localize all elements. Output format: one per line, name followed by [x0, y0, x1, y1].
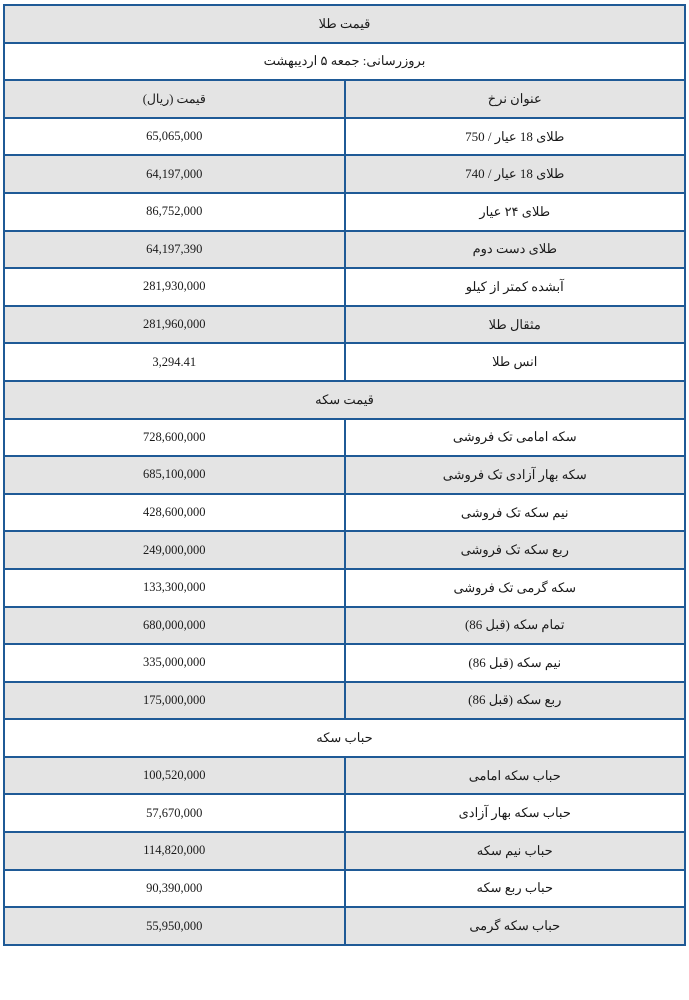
rate-name: سکه امامی تک فروشی: [345, 419, 686, 457]
rate-price: 680,000,000: [4, 607, 345, 645]
table-row: [4, 607, 685, 645]
rate-price: 114,820,000: [4, 832, 345, 870]
column-header-row: [4, 80, 685, 118]
rate-price: 335,000,000: [4, 644, 345, 682]
rate-price: 57,670,000: [4, 794, 345, 832]
rate-name: حباب سکه بهار آزادی: [345, 794, 686, 832]
rate-name: حباب سکه امامی: [345, 757, 686, 795]
rate-name: حباب ربع سکه: [345, 870, 686, 908]
rate-name: طلای 18 عیار / 750: [345, 118, 686, 156]
table-row: [4, 682, 685, 720]
table-row: [4, 794, 685, 832]
rate-name: طلای ۲۴ عیار: [345, 193, 686, 231]
table-row: [4, 494, 685, 532]
rate-price: 64,197,000: [4, 155, 345, 193]
gold-coin-price-table: [3, 4, 686, 946]
rate-price: 249,000,000: [4, 531, 345, 569]
table-row: [4, 193, 685, 231]
table-row: [4, 644, 685, 682]
table-row: [4, 456, 685, 494]
table-row: [4, 757, 685, 795]
table-row: [4, 419, 685, 457]
rate-name: حباب نیم سکه: [345, 832, 686, 870]
rate-name: انس طلا: [345, 343, 686, 381]
gold-section-title: قیمت طلا: [4, 5, 685, 43]
table-row: [4, 268, 685, 306]
rate-price: 175,000,000: [4, 682, 345, 720]
table-row: [4, 531, 685, 569]
rate-name: سکه گرمی تک فروشی: [345, 569, 686, 607]
column-header-name: عنوان نرخ: [345, 80, 686, 118]
bubble-section-title-row: [4, 719, 685, 757]
rate-name: مثقال طلا: [345, 306, 686, 344]
coin-section-title: قیمت سکه: [4, 381, 685, 419]
rate-price: 65,065,000: [4, 118, 345, 156]
rate-name: طلای 18 عیار / 740: [345, 155, 686, 193]
rate-name: تمام سکه (قبل 86): [345, 607, 686, 645]
rate-name: حباب سکه گرمی: [345, 907, 686, 945]
rate-name: سکه بهار آزادی تک فروشی: [345, 456, 686, 494]
bubble-section-title: حباب سکه: [4, 719, 685, 757]
rate-price: 90,390,000: [4, 870, 345, 908]
update-date: بروزرسانی: جمعه ۵ اردیبهشت: [4, 43, 685, 81]
coin-section-title-row: [4, 381, 685, 419]
table-row: [4, 907, 685, 945]
update-date-row: [4, 43, 685, 81]
rate-name: ربع سکه تک فروشی: [345, 531, 686, 569]
price-table-container: [3, 4, 686, 946]
table-row: [4, 832, 685, 870]
table-row: [4, 569, 685, 607]
table-row: [4, 155, 685, 193]
rate-name: نیم سکه (قبل 86): [345, 644, 686, 682]
rate-price: 3,294.41: [4, 343, 345, 381]
table-row: [4, 306, 685, 344]
rate-name: طلای دست دوم: [345, 231, 686, 269]
rate-name: نیم سکه تک فروشی: [345, 494, 686, 532]
rate-price: 281,930,000: [4, 268, 345, 306]
rate-price: 728,600,000: [4, 419, 345, 457]
rate-price: 55,950,000: [4, 907, 345, 945]
rate-name: آبشده کمتر از کیلو: [345, 268, 686, 306]
column-header-price: قیمت (ریال): [4, 80, 345, 118]
table-row: [4, 870, 685, 908]
rate-price: 64,197,390: [4, 231, 345, 269]
rate-price: 86,752,000: [4, 193, 345, 231]
rate-name: ربع سکه (قبل 86): [345, 682, 686, 720]
table-row: [4, 118, 685, 156]
rate-price: 281,960,000: [4, 306, 345, 344]
table-row: [4, 231, 685, 269]
rate-price: 428,600,000: [4, 494, 345, 532]
rate-price: 133,300,000: [4, 569, 345, 607]
gold-section-title-row: [4, 5, 685, 43]
rate-price: 100,520,000: [4, 757, 345, 795]
table-row: [4, 343, 685, 381]
rate-price: 685,100,000: [4, 456, 345, 494]
